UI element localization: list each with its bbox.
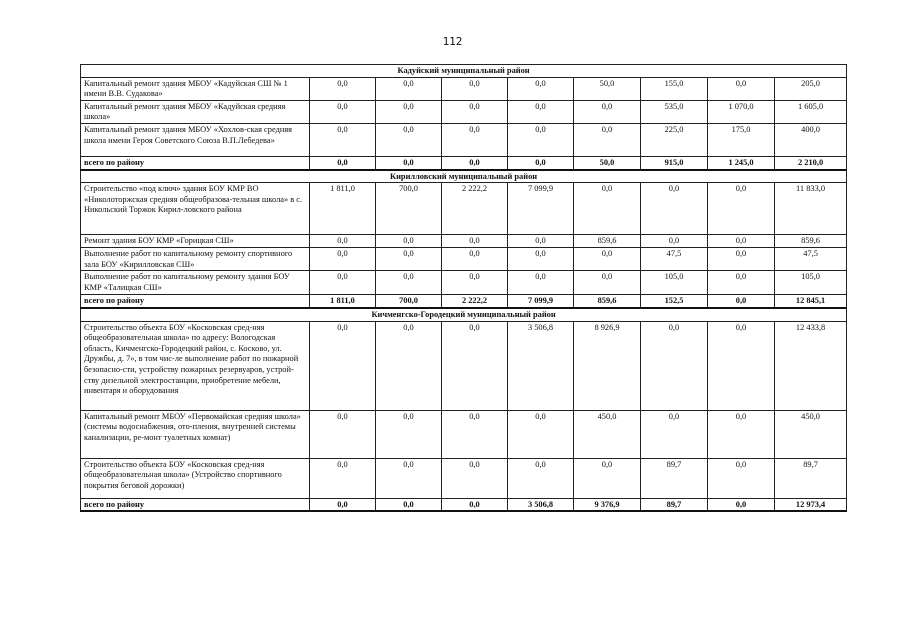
row-value: 0,0 (376, 458, 442, 498)
row-value: 0,0 (574, 183, 641, 235)
row-value: 225,0 (641, 123, 708, 156)
district-total-row (81, 156, 847, 169)
total-value: 0,0 (376, 498, 442, 511)
row-name: Строительство объекта БОУ «Косковская сред-няя общеобразовательная школа» (Устройство спортивного покрытия беговой дорожки) (81, 458, 310, 498)
row-value: 0,0 (708, 458, 775, 498)
row-value: 0,0 (310, 100, 376, 123)
row-value: 0,0 (442, 77, 508, 100)
row-value: 0,0 (508, 123, 574, 156)
row-value: 0,0 (442, 123, 508, 156)
row-value: 155,0 (641, 77, 708, 100)
total-value: 2 222,2 (442, 295, 508, 308)
row-value: 12 433,8 (775, 321, 847, 410)
total-label: всего по району (81, 295, 310, 308)
section-header-row (81, 308, 847, 321)
row-value: 0,0 (708, 183, 775, 235)
table-row (81, 458, 847, 498)
table-row (81, 183, 847, 235)
row-value: 2 222,2 (442, 183, 508, 235)
row-value: 0,0 (442, 100, 508, 123)
row-value: 450,0 (775, 410, 847, 458)
row-value: 0,0 (310, 458, 376, 498)
row-value: 859,6 (775, 235, 847, 248)
row-value: 0,0 (310, 235, 376, 248)
row-value: 450,0 (574, 410, 641, 458)
row-value: 0,0 (508, 271, 574, 295)
total-value: 12 973,4 (775, 498, 847, 511)
row-name: Выполнение работ по капитальному ремонту спортивного зала БОУ «Кирилловская СШ» (81, 248, 310, 271)
total-value: 0,0 (442, 498, 508, 511)
row-value: 0,0 (442, 410, 508, 458)
row-value: 0,0 (442, 271, 508, 295)
total-value: 0,0 (508, 156, 574, 169)
row-value: 0,0 (508, 458, 574, 498)
row-value: 0,0 (376, 123, 442, 156)
section-title: Кирилловский муниципальный район (81, 170, 847, 183)
row-name: Ремонт здания БОУ КМР «Горицкая СШ» (81, 235, 310, 248)
row-value: 0,0 (508, 410, 574, 458)
row-value: 205,0 (775, 77, 847, 100)
total-label: всего по району (81, 156, 310, 169)
row-value: 1 605,0 (775, 100, 847, 123)
row-value: 0,0 (508, 235, 574, 248)
row-value: 0,0 (708, 271, 775, 295)
total-value: 859,6 (574, 295, 641, 308)
row-value: 700,0 (376, 183, 442, 235)
row-name: Строительство «под ключ» здания БОУ КМР ВО «Николоторжская средняя общеобразова-тельная школа» в с. Никольский Торжок Кирил-ловского района (81, 183, 310, 235)
row-name: Капитальный ремонт здания МБОУ «Кадуйская средняя школа» (81, 100, 310, 123)
district-total-row (81, 498, 847, 511)
row-value: 0,0 (310, 271, 376, 295)
row-value: 3 506,8 (508, 321, 574, 410)
total-value: 9 376,9 (574, 498, 641, 511)
total-value: 915,0 (641, 156, 708, 169)
row-value: 0,0 (442, 458, 508, 498)
table-row (81, 321, 847, 410)
row-name: Строительство объекта БОУ «Косковская сред-няя общеобразовательная школа» по адресу: Вологодская область, Кичменгско-Городецкий район, с. Косково, ул. Дружбы, д. 7», в том чис-ле выполнение работ по пожарной безопасно-сти, устройству пожарных резервуаров, устрой-ству дизельной электростанции, приобретение мебели, инвентаря и оборудования (81, 321, 310, 410)
table-row (81, 77, 847, 100)
row-value: 105,0 (641, 271, 708, 295)
row-value: 47,5 (641, 248, 708, 271)
total-value: 0,0 (442, 156, 508, 169)
row-value: 0,0 (508, 248, 574, 271)
row-value: 0,0 (574, 248, 641, 271)
row-value: 0,0 (574, 271, 641, 295)
total-value: 3 506,8 (508, 498, 574, 511)
table-row (81, 410, 847, 458)
row-value: 0,0 (574, 100, 641, 123)
row-value: 0,0 (376, 271, 442, 295)
row-value: 0,0 (708, 248, 775, 271)
row-value: 0,0 (442, 248, 508, 271)
row-value: 0,0 (641, 410, 708, 458)
total-value: 89,7 (641, 498, 708, 511)
table-row (81, 123, 847, 156)
row-value: 175,0 (708, 123, 775, 156)
table-row (81, 271, 847, 295)
row-value: 89,7 (775, 458, 847, 498)
row-value: 0,0 (641, 235, 708, 248)
row-value: 0,0 (376, 410, 442, 458)
row-value: 0,0 (641, 321, 708, 410)
section-header-row (81, 65, 847, 78)
table-row (81, 100, 847, 123)
row-value: 0,0 (574, 458, 641, 498)
row-value: 8 926,9 (574, 321, 641, 410)
row-value: 89,7 (641, 458, 708, 498)
total-value: 152,5 (641, 295, 708, 308)
page-number: 112 (442, 35, 463, 48)
row-value: 7 099,9 (508, 183, 574, 235)
row-value: 0,0 (508, 100, 574, 123)
total-value: 2 210,0 (775, 156, 847, 169)
total-value: 7 099,9 (508, 295, 574, 308)
row-value: 0,0 (442, 321, 508, 410)
total-value: 0,0 (310, 498, 376, 511)
row-value: 1 070,0 (708, 100, 775, 123)
row-value: 0,0 (376, 321, 442, 410)
table-row (81, 248, 847, 271)
total-value: 1 245,0 (708, 156, 775, 169)
row-value: 400,0 (775, 123, 847, 156)
row-name: Капитальный ремонт МБОУ «Первомайская средняя школа» (системы водоснабжения, ото-пления, внутренней системы канализации, ре-монт туалетных комнат) (81, 410, 310, 458)
row-value: 0,0 (376, 77, 442, 100)
section-header-row (81, 170, 847, 183)
total-value: 0,0 (376, 156, 442, 169)
row-value: 0,0 (574, 123, 641, 156)
budget-table (80, 64, 847, 512)
row-value: 1 811,0 (310, 183, 376, 235)
row-value: 859,6 (574, 235, 641, 248)
row-value: 0,0 (442, 235, 508, 248)
row-value: 11 833,0 (775, 183, 847, 235)
row-value: 105,0 (775, 271, 847, 295)
section-title: Кичменгско-Городецкий муниципальный район (81, 308, 847, 321)
row-value: 535,0 (641, 100, 708, 123)
row-value: 0,0 (310, 410, 376, 458)
total-value: 0,0 (310, 156, 376, 169)
row-value: 47,5 (775, 248, 847, 271)
table-row (81, 235, 847, 248)
row-value: 0,0 (508, 77, 574, 100)
row-value: 0,0 (310, 321, 376, 410)
district-total-row (81, 295, 847, 308)
total-value: 0,0 (708, 295, 775, 308)
row-value: 0,0 (376, 100, 442, 123)
row-value: 0,0 (376, 248, 442, 271)
total-value: 700,0 (376, 295, 442, 308)
total-value: 50,0 (574, 156, 641, 169)
row-value: 0,0 (310, 77, 376, 100)
row-value: 0,0 (641, 183, 708, 235)
row-value: 0,0 (708, 77, 775, 100)
total-value: 12 845,1 (775, 295, 847, 308)
total-value: 1 811,0 (310, 295, 376, 308)
row-value: 0,0 (708, 410, 775, 458)
total-value: 0,0 (708, 498, 775, 511)
row-value: 50,0 (574, 77, 641, 100)
total-label: всего по району (81, 498, 310, 511)
row-value: 0,0 (708, 321, 775, 410)
row-name: Капитальный ремонт здания МБОУ «Кадуйская СШ № 1 имени В.В. Судакова» (81, 77, 310, 100)
row-value: 0,0 (310, 123, 376, 156)
row-name: Капитальный ремонт здания МБОУ «Хохлов-ская средняя школа имени Героя Советского Союза В.П.Лебедева» (81, 123, 310, 156)
section-title: Кадуйский муниципальный район (81, 65, 847, 78)
row-name: Выполнение работ по капитальному ремонту здания БОУ КМР «Талицкая СШ» (81, 271, 310, 295)
row-value: 0,0 (376, 235, 442, 248)
row-value: 0,0 (310, 248, 376, 271)
row-value: 0,0 (708, 235, 775, 248)
